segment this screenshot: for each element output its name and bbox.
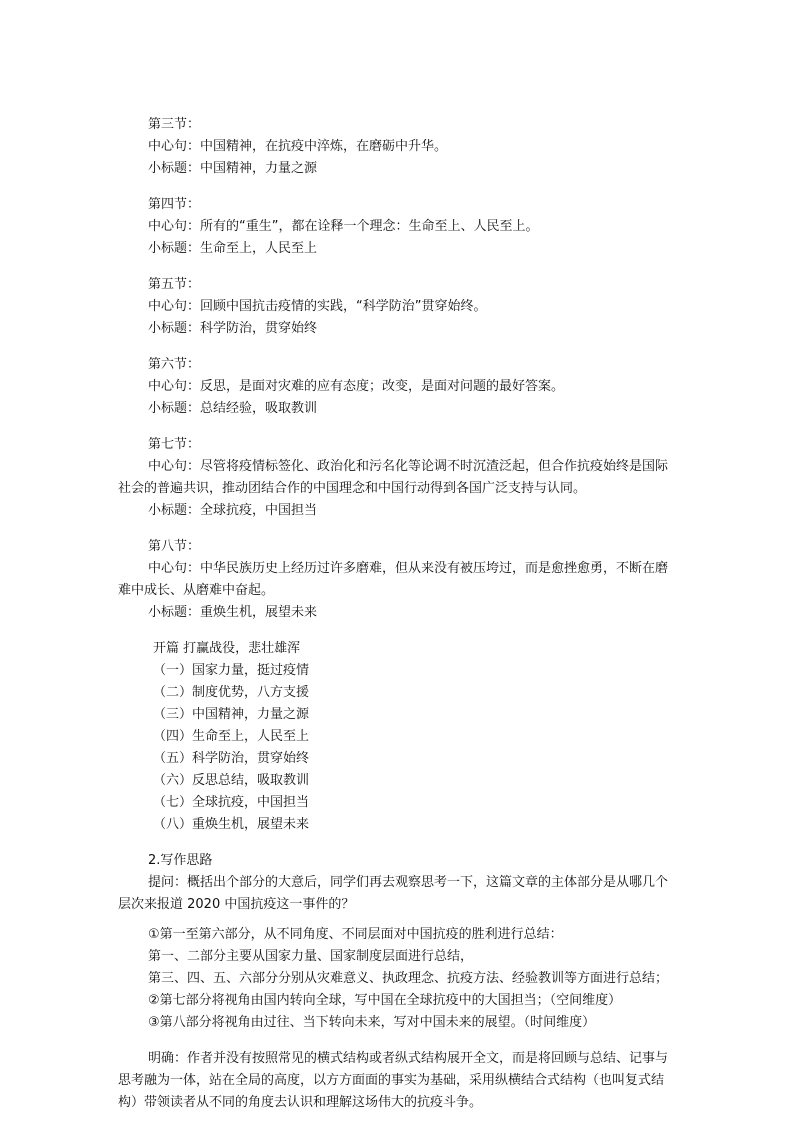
section-subtitle: 小标题：生命至上，人民至上 <box>148 241 318 256</box>
section-6 <box>118 354 678 420</box>
answer-point-2: ②第七部分将视角由国内转向全球，写中国在全球抗疫中的大国担当；（空间维度） <box>148 993 622 1008</box>
outline-item: 开篇 打赢战役，悲壮雄浑 <box>153 641 301 656</box>
section-center-sentence: 中心句：反思，是面对灾难的应有态度；改变，是面对问题的最好答案。 <box>148 379 565 394</box>
outline-item: （八）重焕生机，展望未来 <box>153 817 310 832</box>
outline-item: （三）中国精神，力量之源 <box>153 707 310 722</box>
section-center-sentence: 中心句：中华民族历史上经历过许多磨难，但从来没有被压垮过，而是愈挫愈勇，不断在磨难中成长、从磨难中奋起。 <box>118 561 669 598</box>
section-center-sentence: 中心句：回顾中国抗击疫情的实践，“科学防治”贯穿始终。 <box>148 299 487 314</box>
writing-question: 提问：概括出个部分的大意后，同学们再去观察思考一下，这篇文章的主体部分是从哪几个层次来报道 2020 中国抗疫这一事件的？ <box>118 875 669 912</box>
section-subtitle: 小标题：科学防治，贯穿始终 <box>148 321 318 336</box>
answer-point-3: ③第八部分将视角由过往、当下转向未来，写对中国未来的展望。（时间维度） <box>148 1015 596 1030</box>
section-subtitle: 小标题：中国精神，力量之源 <box>148 161 318 176</box>
section-subtitle: 小标题：重焕生机，展望未来 <box>148 605 318 620</box>
section-heading: 第七节： <box>148 437 201 452</box>
section-4 <box>118 194 678 260</box>
section-heading: 第三节： <box>148 117 201 132</box>
section-center-sentence: 中心句：所有的“重生”，都在诠释一个理念：生命至上、人民至上。 <box>148 219 539 234</box>
section-center-sentence: 中心句：中国精神，在抗疫中淬炼，在磨砺中升华。 <box>148 139 448 154</box>
outline-item: （四）生命至上，人民至上 <box>153 729 310 744</box>
clarification-paragraph: 明确：作者并没有按照常见的横式结构或者纵式结构展开全文，而是将回顾与总结、记事与思考融为一体，站在全局的高度，以方方面面的事实为基础，采用纵横结合式结构（也叫复式结构）带领读者从不同的角度去认识和理解这场伟大的抗疫斗争。 <box>118 1051 669 1110</box>
document-body <box>118 114 678 1114</box>
outline-item: （七）全球抗疫，中国担当 <box>153 795 310 810</box>
answer-point-1: ①第一至第六部分，从不同角度、不同层面对中国抗疫的胜利进行总结： <box>148 927 563 942</box>
section-center-sentence: 中心句：尽管将疫情标签化、政治化和污名化等论调不时沉渣泛起，但合作抗疫始终是国际社会的普遍共识，推动团结合作的中国理念和中国行动得到各国广泛支持与认同。 <box>118 459 669 496</box>
section-subtitle: 小标题：全球抗疫，中国担当 <box>148 503 318 518</box>
answer-point-1a: 第一、二部分主要从国家力量、国家制度层面进行总结， <box>148 949 474 964</box>
outline-item: （二）制度优势，八方支援 <box>153 685 310 700</box>
section-3 <box>118 114 678 180</box>
section-heading: 第八节： <box>148 539 201 554</box>
section-subtitle: 小标题：总结经验，吸取教训 <box>148 401 318 416</box>
writing-approach <box>118 850 678 1114</box>
outline-item: （一）国家力量，挺过疫情 <box>153 663 310 678</box>
section-heading: 第五节： <box>148 277 201 292</box>
outline-item: （六）反思总结，吸取教训 <box>153 773 310 788</box>
outline-item: （五）科学防治，贯穿始终 <box>153 751 310 766</box>
writing-title: 2.写作思路 <box>148 853 213 868</box>
section-heading: 第六节： <box>148 357 201 372</box>
section-5 <box>118 274 678 340</box>
section-7 <box>118 434 678 522</box>
answer-point-1b: 第三、四、五、六部分分别从灾难意义、执政理念、抗疫方法、经验教训等方面进行总结； <box>148 971 669 986</box>
section-heading: 第四节： <box>148 197 201 212</box>
outline-list <box>118 638 678 836</box>
section-8 <box>118 536 678 624</box>
